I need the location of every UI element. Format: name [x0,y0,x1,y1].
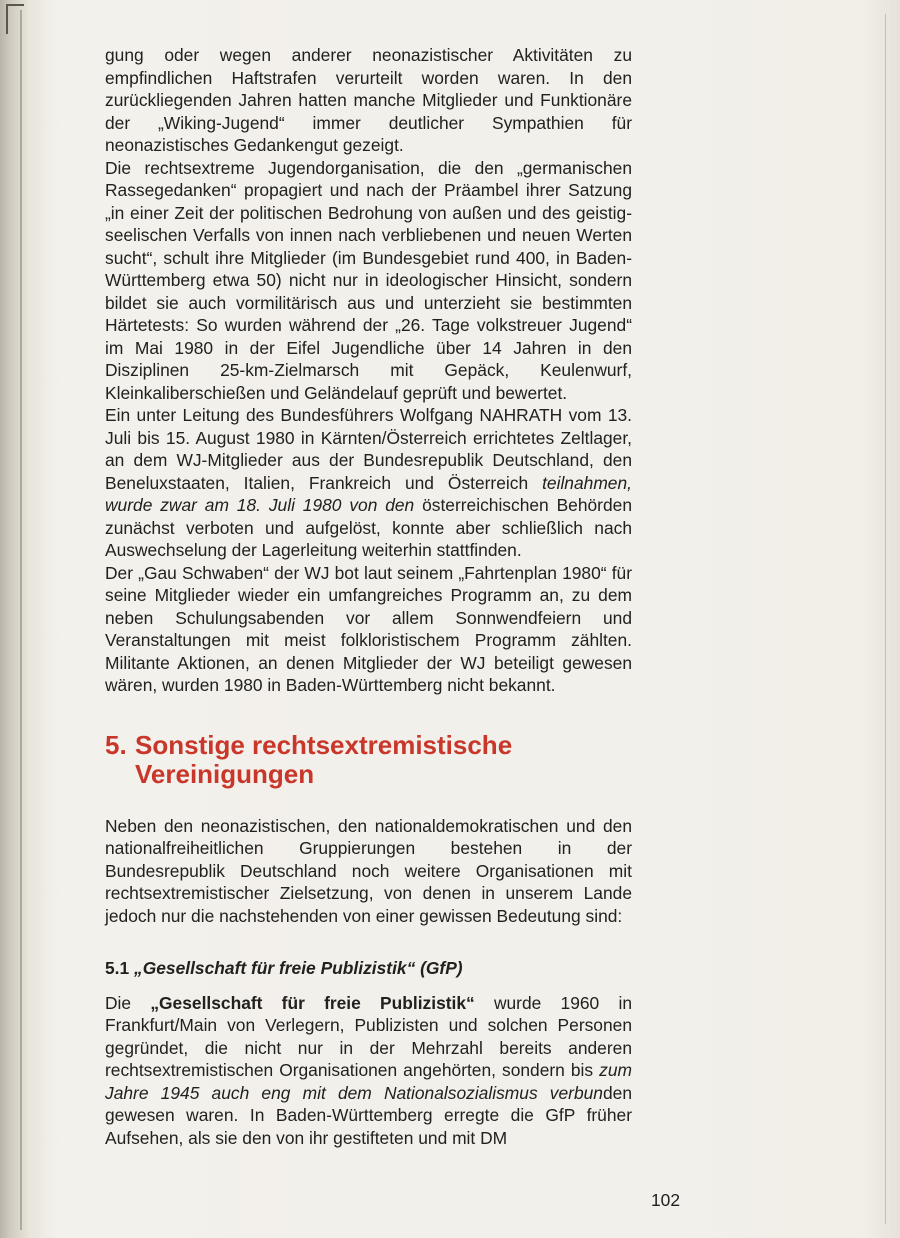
paragraph-3-text: Ein unter Leitung des Bundesführers Wolfgang NAHRATH vom 13. Juli bis 15. August 1980 in Kärnten/Österreich errichtetes Zeltlager, an dem WJ-Mitglieder aus der Bundesrepublik Deutschland, den Beneluxstaaten, Italien, Frankreich und Österreich [105,405,632,493]
paragraph-3-tail: österreichischen Behörden zunächst verboten und aufgelöst, konnte aber schließlich nach Auswechselung der Lagerleitung weiterhin stattfinden. [105,495,632,560]
section-5-1-number: 5.1 [105,958,130,978]
section-5-1-bold-name: „Gesellschaft für freie Publizistik“ [150,992,475,1013]
section-5-1-mid: wurde 1960 in Frankfurt/Main von Verlegern, Publizisten und solchen Personen gegründet, die nicht nur in der Mehrzahl bereits anderen rechtsextremistischen Organisationen angehörten, sondern bis [105,992,632,1080]
section-5-heading [105,731,632,789]
page-number: 102 [651,1190,681,1210]
paragraph-3-italic: teilnahmen, wurde zwar am 18. Juli 1980 von den [105,472,632,515]
section-5-1-italic: zum Jahre 1945 auch eng mit dem Nationalsozialismus verbun [105,1060,632,1103]
section-5-1-lead: Die [105,992,151,1013]
section-5-intro: Neben den neonazistischen, den nationaldemokratischen und den nationalfreiheitlichen Gruppierungen bestehen in der Bundesrepublik Deutschland noch weitere Organisationen mit rechtsextremistischer Zielsetzung, von denen in unserem Lande jedoch nur die nachstehenden von einer gewissen Bedeutung sind: [105,815,632,926]
section-5-title: Sonstige rechtsextremistische Vereinigungen [135,729,513,789]
page-edge-line [885,14,886,1224]
paragraph-1: gung oder wegen anderer neonazistischer Aktivitäten zu empfindlichen Haftstrafen verurteilt worden waren. In den zurückliegenden Jahren hatten manche Mitglieder und Funktionäre der „Wiking-Jugend“ immer deutlicher Sympathien für neonazistisches Gedankengut gezeigt. [105,45,632,155]
paragraph-3 [105,404,632,562]
section-5-1-paragraph [105,992,632,1150]
section-5-1-heading [105,957,632,980]
corner-mark-vertical [6,4,8,34]
section-5-1-title: „Gesellschaft für freie Publizistik“ (GfP) [134,958,463,978]
paragraph-2: Die rechtsextreme Jugendorganisation, die den „germanischen Rassegedanken“ propagiert und nach der Präambel ihrer Satzung „in einer Zeit der politischen Bedrohung von außen und des geistig-seelischen Verfalls von innen nach verbliebenen und neuen Werten sucht“, schult ihre Mitglieder (im Bundesgebiet rund 400, in Baden-Württemberg etwa 50) nicht nur in ideologischer Hinsicht, sondern bildet sie auch vormilitärisch aus und unterzieht sie bestimmten Härtetests: So wurden während der „26. Tage volkstreuer Jugend“ im Mai 1980 in der Eifel Jugendliche über 14 Jahren in den Disziplinen 25-km-Zielmarsch mit Gepäck, Keulenwurf, Kleinkaliberschießen und Geländelauf geprüft und bewertet. [105,157,632,403]
section-5-number: 5. [105,729,127,760]
paragraph-4: Der „Gau Schwaben“ der WJ bot laut seinem „Fahrtenplan 1980“ für seine Mitglieder wieder ein umfangreiches Programm an, zu dem neben Schulungsabenden vor allem Sonnwendfeiern und Veranstaltungen mit meist folkloristischem Programm zählten. Militante Aktionen, an denen Mitglieder der WJ beteiligt gewesen wären, wurden 1980 in Baden-Württemberg nicht bekannt. [105,562,632,695]
corner-mark [6,4,24,6]
binding-line [20,10,22,1230]
binding-shadow [0,0,48,1238]
text-body [105,44,632,1149]
section-5-1-tail: den gewesen waren. In Baden-Württemberg erregte die GfP früher Aufsehen, als sie den von ihr gestifteten und mit DM [105,1082,632,1148]
